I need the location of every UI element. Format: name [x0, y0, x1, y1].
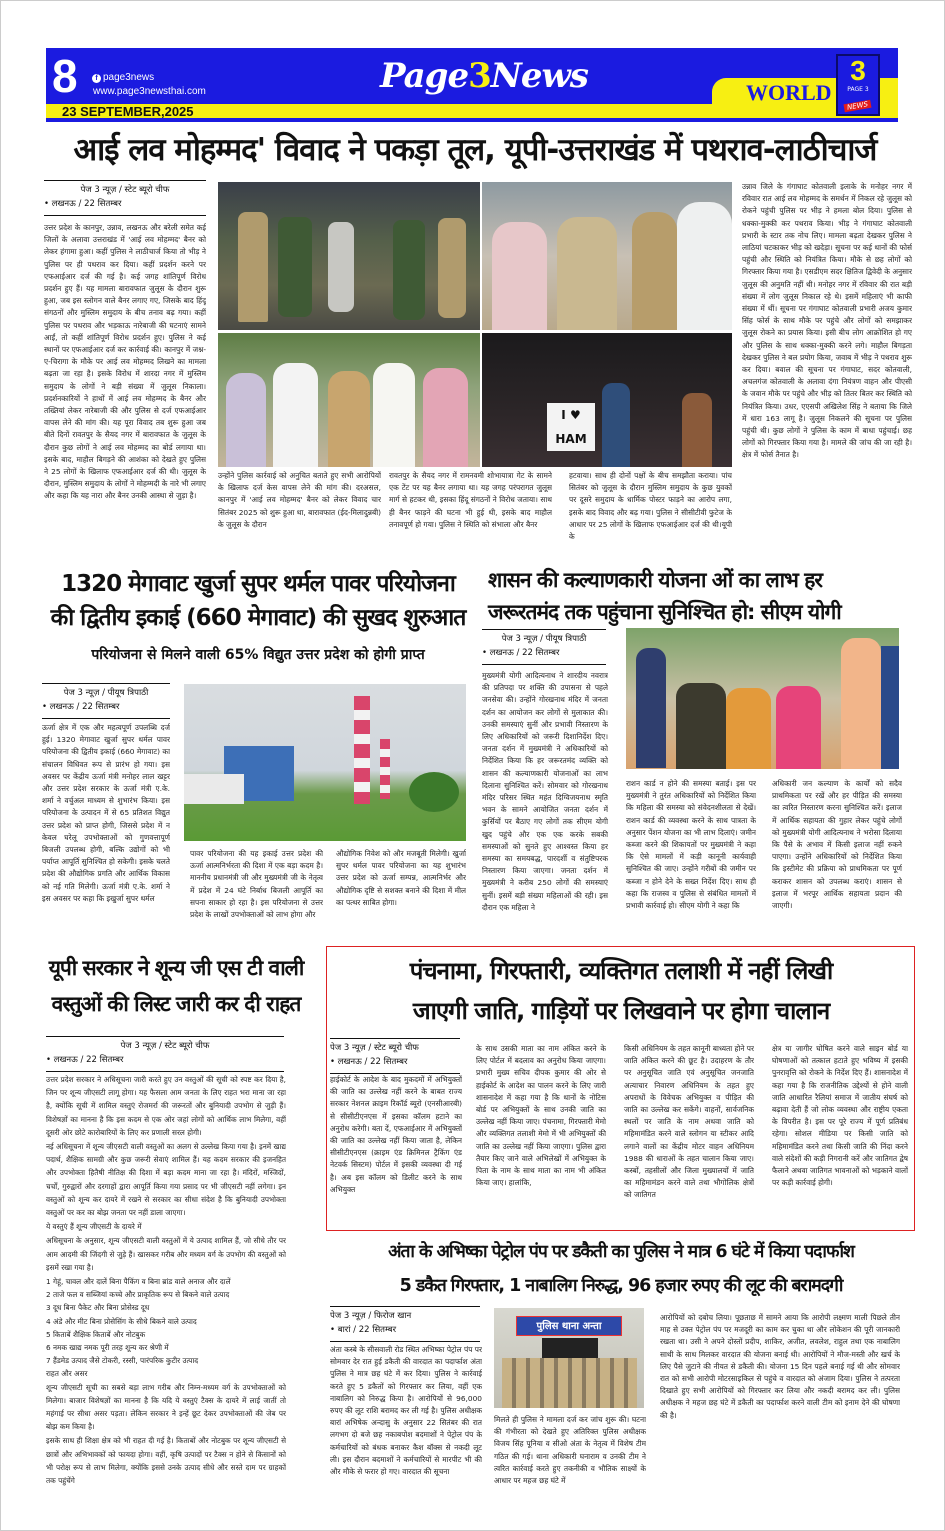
article-1-col-1: उत्तर प्रदेश के कानपुर, उन्नाव, लखनऊ और बरेली समेत कई जिलों के अलावा उत्तराखंड में 'आई लव मोहम्मद' बैनर को लेकर हंगामा हुआ। कहीं पुलिस ने लाठीचार्ज किया तो भीड़ ने पुलिस पर ही पथराव कर दिया। कहीं प्रदर्शन करने पर एफआईआर दर्ज की गई है। कई जगह शांतिपूर्ण विरोध प्रदर्शन हुए हैं। यह मामला बारावफात जुलूस के दौरान शुरू हुआ, जब इस स्लोगन वाले बैनर लगाए गए, जिसके बाद हिंदू संगठनों और मुस्लिम समुदाय के बीच तनाव बढ़ गया। कहीं पुलिस पर पथराव और भड़काऊ नारेबाजी की घटनाएं सामने आईं, तो कहीं शांतिपूर्ण विरोध प्रदर्शन हुए। पुलिस ने कई स्थानों पर एफआईआर दर्ज कर कार्रवाई की। कानपुर में जश्न-ए-चिरागा के मौके पर आई लव मोहम्मद लिखने का मामला बढ़ता जा रहा है। इसके विरोध में शारदा नगर में मुस्लिम समुदाय के लोगों ने बड़ी संख्या में जुलूस निकाला। प्रदर्शनकारियों ने हाथों में आई लव मोहम्मद के बैनर और तख्तियां लेकर नारेबाजी की और पुलिस से दर्ज एफआईआर वापस लेने की मांग की। यह पूरा विवाद तब शुरू हुआ जब बीते दिनों रावतपुर के सैयद नगर में बारावफात के जुलूस के दौरान कुछ लोगों ने आई लव मोहम्मद का बोर्ड लगाया था। इसके बाद, माहौल बिगड़ने की आशंका को देखते हुए पुलिस ने 25 लोगों के खिलाफ एफआईआर दर्ज की थी। जुलूस के दौरान, मुस्लिम समुदाय के लोगों ने मोहम्मदी के नारे भी लगाए और कहा कि यह नारा और बैनर उनकी आस्था से जुड़ा है। [44, 223, 206, 501]
article-2-col-2: पावर परियोजना की यह इकाई उत्तर प्रदेश की ऊर्जा आत्मनिर्भरता की दिशा में एक बड़ा कदम है। माननीय प्रधानमंत्री जी और मुख्यमंत्री जी के नेतृत्व में प्रदेश में 24 घंटे निर्बाध बिजली आपूर्ति का सपना साकार हो रहा है। इस परियोजना से उत्तर प्रदेश के लाखों उपभोक्ताओं को लाभ होगा और [190, 849, 323, 920]
list-item: 6 नमक खाद्य नमक पूरी तरह शून्य कर श्रेणी में [46, 1343, 169, 1353]
facebook-handle[interactable]: f page3news [92, 72, 154, 83]
photo-night-protest-banner: I ♥ HAM [482, 333, 732, 467]
page3-logo-badge: 3 PAGE 3 NEWS [836, 54, 880, 116]
byline: पेज 3 न्यूज़ / स्टेट ब्यूरो चीफ [46, 1036, 284, 1051]
list-item: 1 गेहूं, चावल और दालें बिना पैकिंग व बिना ब्रांड वाले अनाज और दालें [46, 1277, 231, 1287]
subhead: राहत और असर [46, 1369, 88, 1379]
zero-gst-item-list [46, 1275, 286, 1367]
dateline: • लखनऊ / 22 सितम्बर [482, 644, 606, 665]
issue-date: 23 SEPTEMBER,2025 [62, 104, 194, 119]
photo-police-with-leaders [482, 182, 732, 330]
subheadline-khurja: परियोजना से मिलने वाली 65% विद्युत उत्तर प्रदेश को होगी प्राप्त [91, 647, 425, 663]
dateline: • लखनऊ / 22 सितम्बर [330, 1053, 460, 1074]
facebook-icon: f [92, 74, 101, 83]
article-1-col-5: उन्नाव जिले के गंगाघाट कोतवाली इलाके के मनोहर नगर में रविवार रात आई लव मोहम्मद के समर्थन में निकल रहे जुलूस को रोकने पहुंची पुलिस पर भीड़ ने हमला बोल दिया। पुलिस से धक्का-मुक्की कर पथराव किया। भीड़ ने गंगाघाट कोतवाली प्रभारी के स्टार तक नोच लिए। मामला बढ़ता देखकर पुलिस ने लाठियां चटकाकर भीड़ को खदेड़ा। सूचना पर कई थानों की फोर्स पहुंची और स्थिति को नियंत्रित किया। मौके से छह लोगों को गिरफ्तार किया गया है। एसडीएम सदर क्षितिज द्विवेदी के अनुसार जुलूस की अनुमति नहीं थी। मनोहर नगर में रविवार की रात बड़ी संख्या में लोग जुलूस निकाल रहे थे। इसमें महिलाएं भी काफी संख्या में थीं। सूचना पर गंगाघाट कोतवाली प्रभारी अजय कुमार सिंह फोर्स के साथ मौके पर पहुंचे और लोगों को समझाकर जुलूस रोकने का प्रयास किया। इसी बीच लोग आक्रोशित हो गए और पुलिस के साथ धक्का-मुक्की करने लगे। माहौल बिगड़ता देखकर पुलिस ने बल प्रयोग किया, जवाब में भीड़ ने पथराव शुरू कर दिया। बवाल की सूचना पर गंगाघाट, सदर कोतवाली, अचलगंज कोतवाली के अलावा दंगा नियंत्रण वाहन और पीएसी के जवान मौके पर पहुंचे और भीड़ को तितर बितर कर स्थिति को नियंत्रित किया। उधर, एएसपी अखिलेश सिंह ने बताया कि जिले में धारा 163 लागू है। जुलूस निकलने की सूचना पर पुलिस पहुंची थी। कुछ लोगों ने पुलिस के काम में बाधा पहुंचाई। छह लोगों को गिरफ्तार किया गया है। मामले की जांच की जा रही है। क्षेत्र में फोर्स तैनात है। [742, 182, 912, 460]
article-2-col-3: औद्योगिक निवेश को और मजबूती मिलेगी। खुर्जा सुपर थर्मल पावर परियोजना का यह शुभारंभ उत्तर प्रदेश को ऊर्जा सम्पन्न, आत्मनिर्भर और औद्योगिक दृष्टि से सशक्त बनाने की दिशा में मील का पत्थर साबित होगा। [336, 849, 466, 907]
article-3-col-1: मुख्यमंत्री योगी आदित्यनाथ ने शारदीय नवरात्र की प्रतिपदा पर शक्ति की उपासना से पहले जनसेवा की। उन्होंने गोरखनाथ मंदिर में जनता दर्शन का आयोजन कर लोगों से मुलाकात की। उनकी समस्याएं सुनीं और प्रभावी निस्तारण के लिए अधिकारियों को जरूरी दिशानिर्देश दिए। जनता दर्शन में मुख्यमंत्री ने अधिकारियों को निर्देशित किया कि हर जरूरतमंद व्यक्ति को शासन की कल्याणकारी योजनाओं का लाभ दिलाना सुनिश्चित करें। सोमवार को गोरखनाथ मंदिर परिसर स्थित महंत दिग्विजयनाथ स्मृति भवन के सामने आयोजित जनता दर्शन में कुर्सियों पर बैठाए गए लोगों तक सीएम योगी खुद पहुंचे और एक एक करके सबकी समस्याओं को सुनते हुए आश्वस्त किया हर समस्या का समयबद्ध, पारदर्शी व संतुष्टिपरक निस्तारण किया जाएगा। जनता दर्शन में मुख्यमंत्री ने करीब 250 लोगों की समस्याएं सुनीं। इसमें बड़ी संख्या महिलाओं की रही। इस दौरान एक महिला ने [482, 671, 608, 912]
police-station-sign: पुलिस थाना अन्ता [516, 1316, 622, 1336]
byline: पेज 3 न्यूज़ / फिरोज खान [330, 1306, 480, 1321]
photo-thermal-power-plant [184, 684, 466, 841]
headline-zero-gst-line-1: यूपी सरकार ने शून्य जी एस टी वाली [48, 956, 304, 980]
article-1-col-4: हटवाया। साथ ही दोनों पक्षों के बीच समझौता कराया। पांच सितंबर को जुलूस के दौरान मुस्लिम समुदाय के कुछ युवकों पर दूसरे समुदाय के धार्मिक पोस्टर फाड़ने का आरोप लगा, इसके बाद विवाद और बढ़ गया। पुलिस ने सीसीटीवी फुटेज के आधार पर 25 लोगों के खिलाफ एफआईआर दर्ज की थी।यूपी के [569, 471, 732, 542]
byline: पेज 3 न्यूज़ / स्टेट ब्यूरो चीफ [44, 180, 206, 195]
article-4-body: उत्तर प्रदेश सरकार ने अधिसूचना जारी करते हुए उन वस्तुओं की सूची को स्पष्ट कर दिया है, जिन पर शून्य जीएसटी लागू होगा। यह फैसला आम जनता के लिए राहत भरा माना जा रहा है, क्योंकि सूची में शामिल वस्तुएं रोजमर्रा की जरूरतों और बुनियादी उपभोग से जुड़ी हैं। विशेषज्ञों का मानना है कि इस कदम से एक ओर जहां लोगों को आर्थिक लाभ मिलेगा, वहीं दूसरी ओर छोटे कारोबारियों के लिए कर प्रणाली सरल होगी। नई अधिसूचना में शून्य जीएसटी वाली वस्तुओं का अलग से उल्लेख किया गया है। इनमें खाद्य पदार्थ, शैक्षिक सामग्री और कुछ जरूरी सेवाएं शामिल हैं। यह कदम सरकार की इजनहित और उपभोक्ता हितैषी नीतिक्ष की दिशा में बड़ा कदम माना जा रहा है। मंदिरों, मस्जिदों, चर्चों, गुरुद्वारों और दरगाहों द्वारा आपूर्ति किया गया प्रसाद पर भी जीएसटी नहीं लगेगा। इन वस्तुओं को शून्य कर दायरे में रखने से सरकार का सीधा संदेश है कि बुनियादी उपभोक्ता वस्तुओं पर कर का बोझ जनता पर नहीं डाला जाएगा। ये वस्तुएं हैं शून्य जीएसटी के दायरे में अधिसूचना के अनुसार, शून्य जीएसटी वाली वस्तुओं में ये उत्पाद शामिल हैं, जो सीधे तौर पर आम आदमी की जिंदगी से जुड़े हैं। खासकर गरीब और मध्यम वर्ग के उपभोग की वस्तुओं को इसमें रखा गया है। 1 गेहूं, चावल और दालें बिना पैकिंग व बिना ब्रांड वाले अनाज और दालें 2 ताजे फल व सब्जियां कच्चे और प्राकृतिक रूप से बिकने वाले उत्पाद 3 दूध बिना पैकेट और बिना प्रोसेस्ड दूध 4 अंडे और मीट बिना प्रोसेसिंग के सीधे बिकने वाले उत्पाद 5 किताबें शैक्षिक किताबें और नोटबुक 6 नमक खाद्य नमक पूरी तरह शून्य कर श्रेणी में 7 हैंडमेड उत्पाद जैसे टोकरी, रस्सी, पारंपरिक कुटीर उत्पाद राहत और असर शून्य जीएसटी सूची का सबसे बड़ा लाभ गरीब और निम्न-मध्यम वर्ग के उपभोक्ताओं को मिलेगा। बाजार विशेषज्ञों का मानना है कि यदि ये वस्तुएं टैक्स के दायरे में लाई जातीं तो महंगाई पर सीधा असर पड़ता। लेकिन सरकार ने इन्हें छूट देकर उपभोक्ताओं की जेब पर बोझ कम किया है। इसके साथ ही शिक्षा क्षेत्र को भी राहत दी गई है। किताबों और नोटबुक पर शून्य जीएसटी से छात्रों और अभिभावकों को फायदा होगा। वहीं, कृषि उत्पादों पर टैक्स न होने से किसानों को भी परोक्ष रूप से लाभ मिलेगा, क्योंकि इससे उनके उत्पाद सीधे और सस्ते दाम पर ग्राहकों तक पहुंचेंगे [46, 1075, 286, 1486]
article-6-col-3: आरोपियों को दबोच लिया। पूछताछ में सामने आया कि आरोपी लक्ष्मण माली पिछले तीन माह से उक्त पेट्रोल पंप पर मजदूरी का काम कर चुका था और लोकेशन की पूरी जानकारी रखता था। उसी ने अपने दोस्तों प्रदीप, शाकिर, अजीत, लवलेश, राहुल तथा एक नाबालिग साथी के साथ मिलकर वारदात की योजना बनाई थी। आरोपियों ने मौज-मस्ती और खर्च के लिए पैसे जुटाने की नीयत से डकैती की। योजना 15 दिन पहले बनाई गई थी और सोमवार रात को सभी आरोपी मोटरसाइकिल से पहुंचे व वारदात को अंजाम दिया। पुलिस ने तत्परता दिखाते हुए सभी आरोपियों को गिरफ्तार कर लिया और नकदी बरामद कर ली। पुलिस अधीक्षक ने महज छह घंटे में डकैती का पदार्फाश करने वाली टीम को इनाम देने की घोषणा की है। [660, 1313, 900, 1420]
headline-cm-yogi-line-1: शासन की कल्याणकारी योजना ओं का लाभ हर [488, 568, 822, 592]
byline: पेज 3 न्यूज़ / स्टेट ब्यूरो चीफ [330, 1038, 460, 1053]
headline-khurja-line-1: 1320 मेगावाट खुर्जा सुपर थर्मल पावर परियोजना [61, 571, 455, 597]
list-item: 2 ताजे फल व सब्जियां कच्चे और प्राकृतिक रूप से बिकने वाले उत्पाद [46, 1290, 230, 1300]
article-5-col-4: क्षेत्र या जागीर घोषित करने वाले साइन बोर्ड या घोषणाओं को तत्काल हटाते हुए भविष्य में इसकी पुनरावृत्ति को रोकने के निर्देश दिए हैं। शासनादेश में कहा गया है कि राजनीतिक उद्देश्यों से होने वाली जाति आधारित रैलियां समाज में जातीय संघर्ष को बढ़ावा देती हैं जो लोक व्यवस्था और राष्ट्रीय एकता के विपरीत है। इस पर पूरे राज्य में पूर्ण प्रतिबंध रहेगा। सोशल मीडिया पर किसी जाति को महिमामंडित करने तथा किसी जाति की निंदा करने वाले संदेशों की कड़ी निगरानी करें और जातिगत द्वेष फैलाने अथवा जातिगत भावनाओं को भड़काने वालों पर कड़ी कार्रवाई होगी। [772, 1044, 908, 1188]
article-1-meta [44, 180, 206, 216]
list-item: 7 हैंडमेड उत्पाद जैसे टोकरी, रस्सी, पारंपरिक कुटीर उत्पाद [46, 1356, 199, 1366]
dateline: • लखनऊ / 22 सितम्बर [46, 1051, 284, 1072]
article-4-meta [46, 1036, 284, 1072]
article-1-col-2: उन्होंने पुलिस कार्रवाई को अनुचित बताते हुए सभी आरोपियों के खिलाफ दर्ज केस वापस लेने की मांग की। दरअसल, कानपुर में 'आई लव मोहम्मद' बैनर को लेकर विवाद चार सितंबर 2025 को शुरू हुआ था, बारावफात (ईद-मिलादुन्नबी) के जुलूस के दौरान [218, 471, 381, 529]
article-5-col-1: हाईकोर्ट के आदेश के बाद मुकदमों में अभियुक्तों की जाति का उल्लेख नहीं करने के बाबत राज्य सरकार नेशनल क्राइम रिकॉर्ड ब्यूरो (एनसीआरबी) से सीसीटीएनएस में इसका कॉलम हटाने का अनुरोध करेगी। बता दें, एफआईआर में अभियुक्तों की जाति का उल्लेख नहीं किया जाता है, लेकिन सीसीटीएनएस (क्राइम एंड क्रिमिनल ट्रैकिंग एंड नेटवर्क सिस्टम) पोर्टल में इसकी व्यवस्था दी गई है। अब इस कॉलम को डिलीट करने के साथ अभियुक्त [330, 1075, 462, 1194]
article-2-col-1: ऊर्जा क्षेत्र में एक और महत्वपूर्ण उपलब्धि दर्ज हुई। 1320 मेगावाट खुर्जा सुपर थर्मल पावर परियोजना की द्वितीय इकाई (660 मेगावाट) का संचालन विधिवत रूप से प्रारंभ हो गया। इस अवसर पर केंद्रीय ऊर्जा मंत्री मनोहर लाल खट्टर और उत्तर प्रदेश सरकार के ऊर्जा मंत्री ए.के. शर्मा ने वर्चुअल माध्यम से शुभारंभ किया। इस परियोजना के उत्पादन में से 65 प्रतिशत विद्युत उत्तर प्रदेश को प्राप्त होगी, जिससे प्रदेश में न केवल घरेलू उपभोक्ताओं को गुणवत्तापूर्ण बिजली उपलब्ध होगी, बल्कि उद्योगों को भी पर्याप्त आपूर्ति सुनिश्चित हो सकेगी। इसके चलते प्रदेश की औद्योगिक प्रगति और आर्थिक विकास को नई गति मिलेगी। ऊर्जा मंत्री ए.के. शर्मा ने इस अवसर पर कहा कि इखुर्जा सुपर थर्मल [42, 723, 170, 903]
byline: पेज 3 न्यूज़ / पीयूष त्रिपाठी [42, 683, 170, 698]
brand-logo: Page3News [380, 56, 588, 96]
list-item: 3 दूध बिना पैकेट और बिना प्रोसेस्ड दूध [46, 1303, 150, 1313]
article-3-col-3: अधिकारी जन कल्याण के कार्यों को सदैव प्राथमिकता पर रखें और हर पीड़ित की समस्या का त्वरित निस्तारण करना सुनिश्चित करें। इलाज में आर्थिक सहायता की गुहार लेकर पहुंचे लोगों को मुख्यमंत्री योगी आदित्यनाथ ने भरोसा दिलाया कि पैसे के अभाव में किसी इलाज नहीं रुकने पाएगा। उन्होंने अधिकारियों को निर्देशित किया कि इस्टीमेट की प्रक्रिया को प्राथमिकता पर पूर्ण कराकर शासन को उपलब्ध कराएं। शासन से इलाज में भरपूर आर्थिक सहायता प्रदान की जाएगी। [772, 779, 902, 911]
headline-anta-line-2: 5 डकैत गिरफ्तार, 1 नाबालिग निरुद्ध, 96 हजार रुपए की लूट की बरामदगी [399, 1276, 843, 1296]
article-3-col-2: राशन कार्ड न होने की समस्या बताई। इस पर मुख्यमंत्री ने तुरंत अधिकारियों को निर्देशित किया कि महिला की समस्या को संवेदनशीलता से देखें। राशन कार्ड की व्यवस्था करने के साथ पात्रता के अनुसार पेंशन योजना का भी लाभ दिलाएं। जमीन कब्जा करने की शिकायतों पर मुख्यमंत्री ने कहा कि ऐसे मामलों में कड़ी कानूनी कार्यवाही सुनिश्चित की जाए। उन्होंने गरीबों की जमीन पर कब्जा न होने देने के सख्त निर्देश दिए। साथ ही कहा कि राजस्व व पुलिस से संबंधित मामलों में प्रभावी कार्रवाई हो। सीएम योगी ने कहा कि [626, 779, 756, 911]
photo-police-station-team [494, 1308, 644, 1408]
list-item: 4 अंडे और मीट बिना प्रोसेसिंग के सीधे बिकने वाले उत्पाद [46, 1316, 197, 1326]
byline: पेज 3 न्यूज़ / पीयूष त्रिपाठी [482, 629, 606, 644]
dateline: • लखनऊ / 22 सितम्बर [44, 195, 206, 216]
photo-clerics-delegation [218, 333, 480, 467]
article-5-meta [330, 1038, 460, 1074]
list-item: 5 किताबें शैक्षिक किताबें और नोटबुक [46, 1329, 146, 1339]
headline-zero-gst-line-2: वस्तुओं की लिस्ट जारी कर दी राहत [51, 992, 301, 1016]
article-6-col-1: अंता कस्बे के सीसवाली रोड स्थित अभिष्का पेट्रोल पंप पर सोमवार देर रात हुई डकैती की वारदात का पदार्फाश अंता पुलिस ने मात्र छह घंटे में कर दिया। पुलिस ने कार्रवाई करते हुए 5 डकैतों को गिरफ्तार कर लिया, वहीं एक नाबालिग को निरुद्ध किया है। आरोपियों से 96,000 रुपए की लूट राशि बरामद कर ली गई है। पुलिस अधीक्षक बारां अभिषेक अन्दासु के अनुसार 22 सितंबर की रात लगभग दो बजे छह नकाबपोश बदमाशों ने पेट्रोल पंप के कर्मचारियों को बंधक बनाकर कैश बॉक्स से नकदी लूट ली। इस दौरान बदमाशों ने कर्मचारियों से मारपीट भी की और मौके से फरार हो गए। वारदात की सूचना [330, 1345, 482, 1477]
photo-cm-janta-darshan [626, 628, 899, 769]
headline-cm-yogi-line-2: जरूरतमंद तक पहुंचाना सुनिश्चित हो: सीएम योगी [488, 600, 841, 624]
article-1-col-3: रावतपुर के सैयद नगर में रामनवमी शोभायात्रा गेट के सामने एक टेंट पर यह बैनर लगाया था। यह जगह परंपरागत जुलूस मार्ग से हटकर थी, इसका हिंदू संगठनों ने विरोध जताया। साथ ही बैनर फाड़ने की घटना भी हुई थी, इसके बाद माहौल तनावपूर्ण हो गया। पुलिस ने स्थिति को संभाला और बैनर [389, 471, 552, 529]
photo-police-riot-gear [218, 182, 480, 330]
website-link[interactable]: www.page3newsthai.com [93, 86, 206, 97]
page-number: 8 [52, 50, 78, 102]
headline-anta-line-1: अंता के अभिष्का पेट्रोल पंप पर डकैती का पुलिस ने मात्र 6 घंटे में किया पदार्फाश [388, 1242, 854, 1262]
article-3-meta [482, 629, 606, 665]
article-6-meta [330, 1306, 480, 1342]
dateline: • लखनऊ / 22 सितम्बर [42, 698, 170, 719]
article-2-meta [42, 683, 170, 719]
article-6-col-2: मिलते ही पुलिस ने मामला दर्ज कर जांच शुरू की। घटना की गंभीरता को देखते हुए अतिरिक्त पुलिस अधीक्षक विजय सिंह पूनिया व सीओ अंता के नेतृत्व में विशेष टीम गठित की गई। थाना अधिकारी घनाराम व उनकी टीम ने त्वरित कार्रवाई करते हुए तकनीकी व भौतिक साक्ष्यों के आधार पर महज छह घंटे में [494, 1415, 646, 1486]
headline-love-mohammad: आई लव मोहम्मद' विवाद ने पकड़ा तूल, यूपी-उत्तराखंड में पथराव-लाठीचार्ज [73, 132, 877, 168]
headline-caste-line-1: पंचनामा, गिरफ्तारी, व्यक्तिगत तलाशी में नहीं लिखी [409, 957, 833, 985]
dateline: • बारां / 22 सितम्बर [330, 1321, 480, 1342]
section-label: WORLD [746, 80, 832, 105]
article-5-col-3: किसी अधिनियम के तहत कानूनी बाध्यता होने पर जाति अंकित करने की छूट है। उदाहरण के तौर पर अनुसूचित जाति एवं अनुसूचित जनजाति अत्याचार निवारण अधिनियम के तहत हुए अपराधों के विवेचक अभियुक्त व पीड़ित की जाति का उल्लेख कर सकेंगे। वाहनों, सार्वजनिक स्थलों पर जाति के नाम अथवा जाति को महिमामंडित करने वाले स्लोगन या स्टीकर आदि लगाने वालों का केंद्रीय मोटर वाहन अधिनियम 1988 की धाराओं के तहत चालान किया जाए। कस्बों, तहसीलों और जिला मुख्यालयों में जाति का महिमामंडन करने वाले तथा भौगोलिक क्षेत्रों को जातिगत [624, 1044, 754, 1200]
headline-caste-line-2: जाएगी जाति, गाड़ियों पर लिखवाने पर होगा चालान [412, 997, 830, 1025]
article-5-col-2: के साथ उसकी माता का नाम अंकित करने के लिए पोर्टल में बदलाव का अनुरोध किया जाएगा। प्रभारी मुख्य सचिव दीपक कुमार की ओर से हाईकोर्ट के आदेश का पालन करने के लिए जारी शासनादेश में कहा गया है कि थानों के नोटिस बोर्ड पर अभियुक्तों के साथ उनकी जाति का उल्लेख नहीं किया जाए। पंचनामा, गिरफ्तारी मेमो और व्यक्तिगत तलाशी मेमो में भी अभियुक्तों की जाति का उल्लेख नहीं किया जाएगा। पुलिस द्वारा तैयार किए जाने वाले अभिलेखों में अभियुक्त के पिता के नाम के साथ माता का नाम भी अंकित किया जाए। हालांकि, [476, 1044, 606, 1188]
headline-khurja-line-2: की द्वितीय इकाई (660 मेगावाट) की सुखद शुरुआत [50, 605, 466, 631]
